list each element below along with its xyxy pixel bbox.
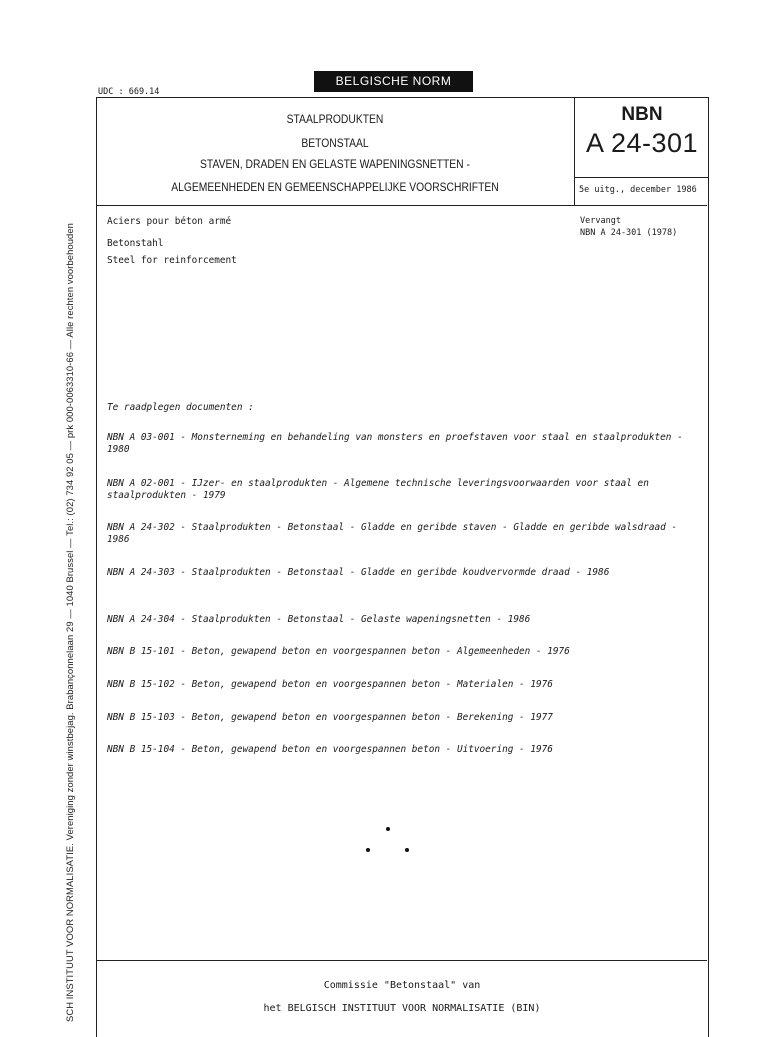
- udc-code: UDC : 669.14: [98, 87, 160, 97]
- title-de: Betonstahl: [107, 238, 164, 249]
- reference-item: NBN A 24-304 - Staalprodukten - Betonstaal - Gelaste wapeningsnetten - 1986: [107, 614, 531, 625]
- reference-item: NBN A 24-303 - Staalprodukten - Betonstaal - Gladde en geribde koudvervormde draad - 1986: [107, 567, 610, 578]
- title-line-2: BETONSTAAL: [301, 136, 369, 150]
- footer-divider: [97, 960, 707, 961]
- title-block: [130, 98, 539, 205]
- replaces-value: NBN A 24-301 (1978): [580, 228, 678, 238]
- reference-item: NBN A 24-302 - Staalprodukten - Betonstaal - Gladde en geribde staven - Gladde en geribde walsdraad - 1986: [107, 522, 678, 545]
- nbn-label: NBN: [621, 104, 663, 125]
- title-en: Steel for reinforcement: [107, 255, 237, 266]
- reference-item: NBN B 15-101 - Beton, gewapend beton en voorgespannen beton - Algemeenheden - 1976: [107, 646, 570, 657]
- norm-banner: BELGISCHE NORM: [314, 71, 473, 92]
- reference-item: NBN A 02-001 - IJzer- en staalprodukten - Algemene technische leveringsvoorwaarden voor staal en staalprodukten - 1979: [107, 478, 649, 501]
- footer-line-1: Commissie "Betonstaal" van: [323, 980, 481, 991]
- reference-item: NBN B 15-104 - Beton, gewapend beton en voorgespannen beton - Uitvoering - 1976: [107, 744, 553, 755]
- title-line-1: STAALPRODUKTEN: [286, 112, 384, 126]
- title-fr: Aciers pour béton armé: [107, 216, 232, 227]
- title-line-3: STAVEN, DRADEN EN GELASTE WAPENINGSNETTEN -: [200, 157, 470, 171]
- replaces-label: Vervangt: [580, 216, 621, 226]
- ornament-dot: [386, 827, 390, 831]
- footer-line-2: het BELGISCH INSTITUUT VOOR NORMALISATIE (BIN): [263, 1003, 541, 1014]
- standard-code-block: [574, 98, 709, 205]
- documents-heading: Te raadplegen documenten :: [107, 402, 254, 413]
- copyright-side-text: SCH INSTITUUT VOOR NORMALISATIE. Vereniging zonder winstbejag. Brabançonnelaan 29 — 1040 Brussel — Tel.: (02) 734 92 05 — prk 000-0063310-66 — Alle rechten voorbehouden: [64, 223, 75, 1022]
- ornament-dot: [366, 848, 370, 852]
- ornament-dot: [405, 848, 409, 852]
- edition-date: 5e uitg., december 1986: [579, 185, 697, 195]
- document-header: [97, 98, 707, 206]
- reference-item: NBN A 03-001 - Monsterneming en behandeling van monsters en proefstaven voor staal en staalprodukten - 1980: [107, 432, 683, 455]
- reference-item: NBN B 15-103 - Beton, gewapend beton en voorgespannen beton - Berekening - 1977: [107, 712, 553, 723]
- standard-code-top: [575, 98, 709, 178]
- reference-item: NBN B 15-102 - Beton, gewapend beton en voorgespannen beton - Materialen - 1976: [107, 679, 553, 690]
- title-line-4: ALGEMEENHEDEN EN GEMEENSCHAPPELIJKE VOORSCHRIFTEN: [171, 180, 499, 194]
- standard-number: A 24-301: [585, 128, 699, 158]
- document-frame: [96, 97, 709, 1037]
